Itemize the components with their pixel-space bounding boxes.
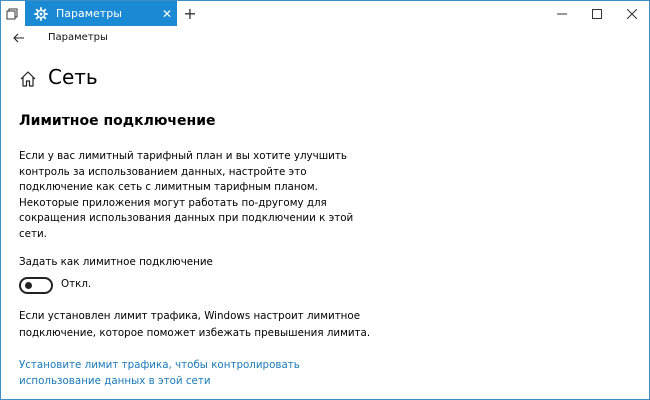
section-title: Лимитное подключение bbox=[19, 113, 216, 129]
back-arrow-icon bbox=[13, 33, 25, 43]
metered-description: Если у вас лимитный тарифный план и вы хотите улучшить контроль за использованием данных, настройте это подключение как сеть с лимитным тарифным планом. Некоторые приложения могут работать по-другому для сокращения использования данных при подключении к этой сети. bbox=[19, 150, 354, 240]
toggle-knob bbox=[25, 282, 32, 289]
tab-close-button[interactable]: ✕ bbox=[161, 6, 173, 21]
close-button[interactable] bbox=[614, 1, 649, 26]
tab-list-icon bbox=[6, 8, 18, 20]
app-header bbox=[1, 26, 649, 50]
set-data-limit-link[interactable]: Установите лимит трафика, чтобы контролировать использование данных в этой сети bbox=[19, 359, 300, 387]
title-bar bbox=[1, 1, 649, 26]
tab-title: Параметры bbox=[56, 7, 122, 20]
metered-connection-toggle[interactable] bbox=[19, 277, 53, 294]
home-icon bbox=[19, 70, 37, 88]
new-tab-button[interactable]: + bbox=[183, 4, 197, 23]
tab-settings[interactable] bbox=[25, 1, 177, 26]
gear-icon bbox=[34, 7, 48, 21]
data-limit-note: Если установлен лимит трафика, Windows настроит лимитное подключение, которое поможет избежать превышения лимита. bbox=[19, 310, 371, 339]
metered-toggle-label: Задать как лимитное подключение bbox=[19, 256, 213, 268]
tab-list-button[interactable] bbox=[1, 1, 23, 26]
minimize-button[interactable] bbox=[544, 1, 579, 26]
toggle-state-text: Откл. bbox=[61, 278, 92, 290]
close-icon bbox=[627, 9, 637, 19]
maximize-button[interactable] bbox=[579, 1, 614, 26]
page-title: Сеть bbox=[48, 65, 98, 89]
back-button[interactable] bbox=[9, 29, 29, 47]
maximize-icon bbox=[592, 9, 602, 19]
scrollbar[interactable] bbox=[639, 50, 645, 397]
app-title: Параметры bbox=[48, 32, 108, 43]
minimize-icon bbox=[557, 9, 567, 19]
home-button[interactable] bbox=[19, 70, 37, 88]
